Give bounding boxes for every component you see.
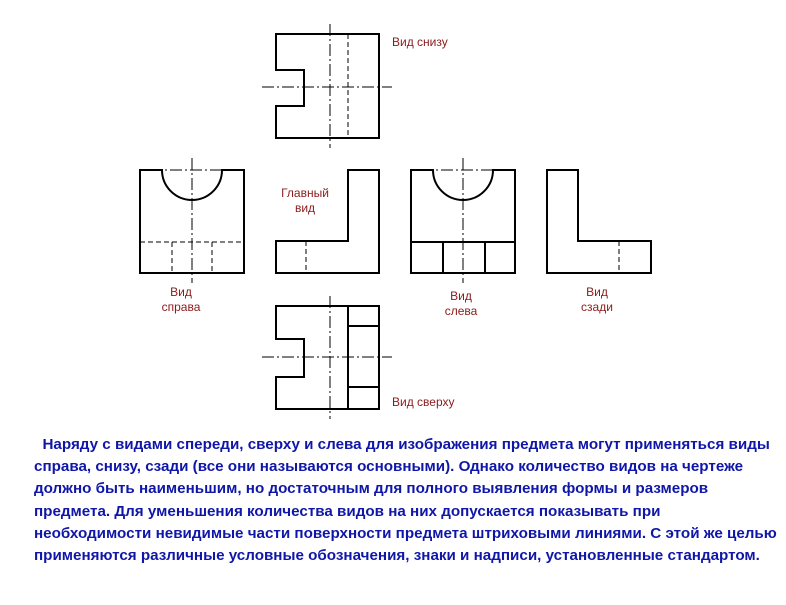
- bottom-view-label: [392, 35, 448, 50]
- left-view-label-line2: слева: [444, 304, 478, 318]
- right-view-label-line1: Вид: [170, 285, 192, 299]
- right-view-label-line2: справа: [161, 300, 201, 314]
- description-paragraph: Наряду с видами спереди, сверху и слева для изображения предмета могут применяться виды справа, снизу, сзади (все они называются основными). Однако количество видов на чертеже должно быть наименьшим, но достаточным для полного выявления формы и размеров предмета. Для уменьшения количества видов на них допускается показывать при необходимости невидимые части поверхности предмета штриховыми линиями. С этой же целью применяются различные условные обозначения, знаки и надписи, установленные стандартом.: [34, 436, 781, 565]
- rear-view-drawing: [547, 170, 651, 273]
- bottom-view-drawing: [262, 24, 392, 148]
- left-view-drawing: [411, 158, 515, 283]
- rear-view-label-line1: Вид: [586, 285, 608, 299]
- main-view-label-line2: вид: [294, 201, 316, 215]
- left-view-label: [421, 289, 501, 319]
- top-view-label: [392, 395, 455, 410]
- top-view-label-text: Вид сверху: [392, 395, 455, 409]
- right-view-label: [141, 285, 221, 315]
- left-view-label-line1: Вид: [450, 289, 472, 303]
- rear-view-label: [557, 285, 637, 315]
- right-view-drawing: [140, 158, 244, 283]
- rear-view-label-line2: сзади: [581, 300, 613, 314]
- main-view-label: [266, 186, 344, 216]
- main-view-label-line1: Главный: [281, 186, 329, 200]
- top-view-drawing: [262, 296, 392, 419]
- bottom-view-label-text: Вид снизу: [392, 35, 448, 49]
